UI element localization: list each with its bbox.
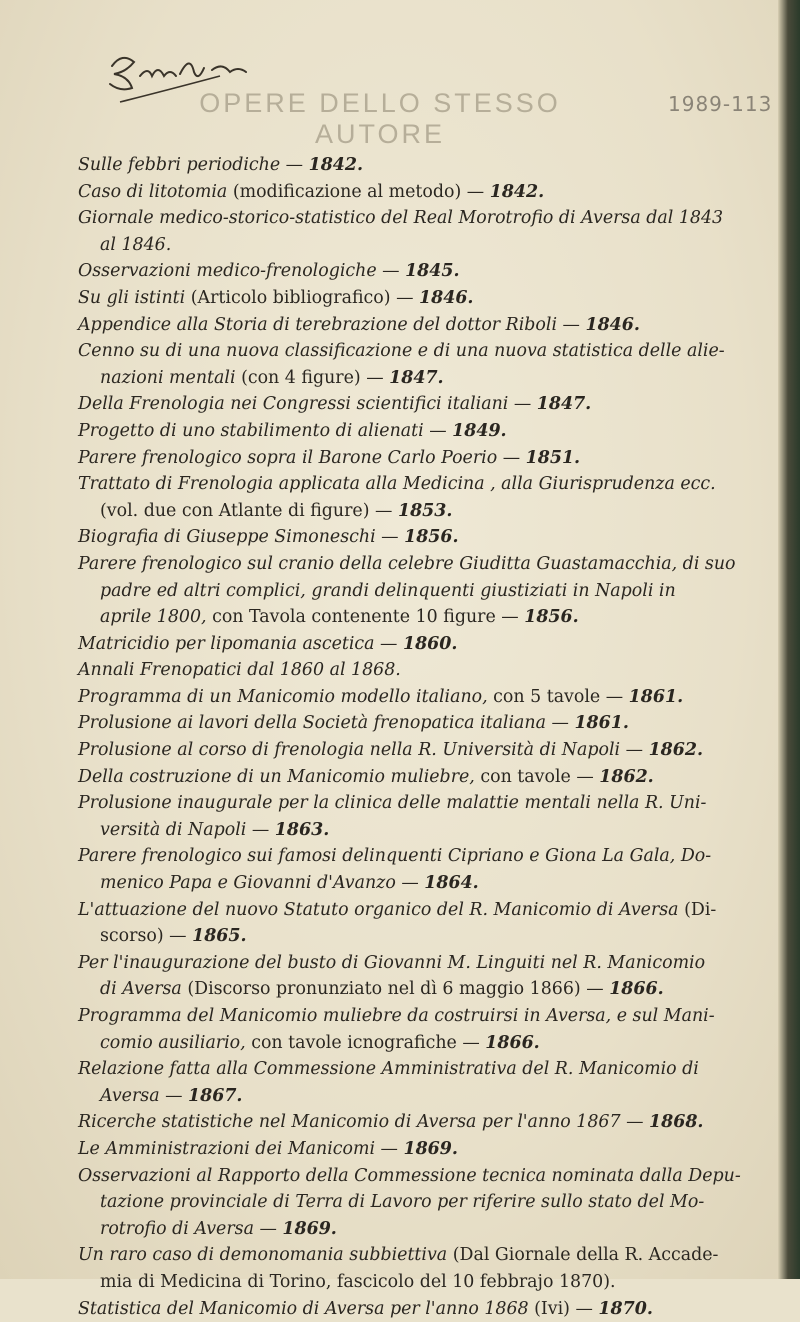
work-title: Le Amministrazioni dei Manicomi <box>78 1138 376 1159</box>
work-entry: Matricidio per lipomania ascetica — 1860. <box>78 633 458 654</box>
work-entry: Parere frenologico sopra il Barone Carlo Poerio — 1851. <box>78 447 581 468</box>
work-year: 1847. <box>536 394 592 415</box>
work-year: 1849. <box>452 420 507 441</box>
work-year: 1851. <box>525 447 581 468</box>
work-title: Prolusione ai lavori della Società frenopatica italiana <box>78 713 546 734</box>
work-wrap2: aprile 1800, <box>100 607 207 628</box>
work-year: 1861. <box>574 713 629 734</box>
work-entry: Della Frenologia nei Congressi scientifici italiani — 1847. <box>78 394 592 415</box>
work-wrap: versità di Napoli <box>100 819 247 840</box>
work-title: L'attuazione del nuovo Statuto organico del R. Manicomio di Aversa <box>78 899 679 920</box>
work-year: 1856. <box>404 527 459 548</box>
work-entry: Statistica del Manicomio di Aversa per l'anno 1868 (Ivi) — 1870. <box>78 1298 653 1319</box>
work-title: Parere frenologico sui famosi delinquenti Cipriano e Giona La Gala, Do- <box>78 846 712 867</box>
work-note: (Ivi) <box>534 1298 570 1319</box>
work-entry: Caso di litotomia (modificazione al metodo) — 1842. <box>78 181 545 202</box>
work-year: 1867. <box>188 1085 243 1106</box>
work-title: Biografia di Giuseppe Simoneschi <box>78 527 376 548</box>
work-entry: Progetto di uno stabilimento di alienati — 1849. <box>78 420 507 441</box>
work-year: 1868. <box>649 1112 704 1133</box>
page-edge <box>778 0 800 1279</box>
work-title: Progetto di uno stabilimento di alienati <box>78 420 424 441</box>
work-entry: L'attuazione del nuovo Statuto organico del R. Manicomio di Aversa (Di- scorso) — 1865. <box>78 899 717 947</box>
work-title: Programma del Manicomio muliebre da costruirsi in Aversa, e sul Mani- <box>78 1006 715 1026</box>
work-note: (modificazione al metodo) <box>232 181 462 202</box>
work-title: Per l'inaugurazione del busto di Giovanni M. Linguiti nel R. Manicomio <box>78 952 706 973</box>
page-header: OPERE DELLO STESSO AUTORE <box>199 88 561 149</box>
work-entry: Cenno su di una nuova classificazione e di una nuova statistica delle alie- nazioni mentali (con 4 figure) — 1847. <box>78 341 725 388</box>
work-entry: Relazione fatta alla Commessione Amministrativa del R. Manicomio di Aversa — 1867. <box>78 1059 699 1106</box>
work-note: con 5 tavole <box>493 686 601 707</box>
work-year: 1866. <box>485 1032 540 1053</box>
work-entry: Biografia di Giuseppe Simoneschi — 1856. <box>78 527 459 548</box>
work-title: Caso di litotomia <box>78 181 228 202</box>
work-entry: Della costruzione di un Manicomio muliebre, con tavole — 1862. <box>78 766 654 787</box>
work-wrap: al 1846. <box>100 234 172 255</box>
work-note: (con 4 figure) <box>241 367 361 388</box>
work-year: 1842. <box>489 181 545 202</box>
work-title: Statistica del Manicomio di Aversa per l'anno 1868 <box>78 1298 529 1319</box>
work-wrap: tazione provinciale di Terra di Lavoro per riferire sullo stato del Mo- <box>100 1192 705 1213</box>
work-year: 1862. <box>599 766 654 787</box>
work-title: Osservazioni al Rapporto della Commessione tecnica nominata dalla Depu- <box>78 1165 741 1186</box>
work-entry: Su gli istinti (Articolo bibliografico) — 1846. <box>78 287 474 308</box>
work-note_inline: (Di- <box>684 899 717 920</box>
work-year: 1870. <box>598 1298 653 1319</box>
works-list <box>78 152 768 1322</box>
work-year: 1853. <box>397 500 453 521</box>
work-title: Ricerche statistiche nel Manicomio di Aversa per l'anno 1867 <box>78 1112 621 1133</box>
work-year: 1869. <box>282 1218 337 1239</box>
work-wrap_note: mia di Medicina di Torino, fascicolo del 10 febbrajo 1870). <box>100 1271 616 1292</box>
work-year: 1842. <box>308 155 364 175</box>
work-title: Sulle febbri periodiche <box>78 155 281 175</box>
work-entry <box>78 1242 768 1295</box>
work-year: 1845. <box>405 261 460 282</box>
work-title: Cenno su di una nuova classificazione e di una nuova statistica delle alie- <box>78 341 725 362</box>
work-year: 1865. <box>192 926 247 947</box>
work-year: 1846. <box>585 314 640 335</box>
work-note: con tavole <box>480 766 571 787</box>
work-note: con Tavola contenente 10 figure <box>212 607 496 628</box>
work-wrap: menico Papa e Giovanni d'Avanzo <box>100 873 396 894</box>
work-entry: Le Amministrazioni dei Manicomi — 1869. <box>78 1138 458 1159</box>
work-title: Annali Frenopatici dal 1860 al 1868. <box>78 660 401 681</box>
work-entry: Per l'inaugurazione del busto di Giovanni M. Linguiti nel R. Manicomio di Aversa (Discorso pronunziato nel dì 6 maggio 1866) — 1866. <box>78 952 706 1000</box>
work-title: Della costruzione di un Manicomio muliebre, <box>78 766 475 787</box>
work-wrap: padre ed altri complici, grandi delinquenti giustiziati in Napoli in <box>100 580 676 601</box>
work-title: Programma di un Manicomio modello italiano, <box>78 686 488 707</box>
work-entry: Programma di un Manicomio modello italiano, con 5 tavole — 1861. <box>78 686 684 707</box>
work-wrap2: rotrofio di Aversa <box>100 1218 254 1239</box>
work-entry: Osservazioni medico-frenologiche — 1845. <box>78 261 460 282</box>
work-wrap: nazioni mentali <box>100 367 236 388</box>
work-title: Prolusione inaugurale per la clinica delle malattie mentali nella R. Uni- <box>78 793 707 814</box>
work-entry: Prolusione ai lavori della Società frenopatica italiana — 1861. <box>78 713 629 734</box>
work-entry: Prolusione al corso di frenologia nella R. Università di Napoli — 1862. <box>78 740 704 761</box>
work-wrap: Aversa <box>100 1085 160 1106</box>
work-title: Su gli istinti <box>78 287 186 308</box>
work-title: Matricidio per lipomania ascetica <box>78 633 375 654</box>
work-year: 1864. <box>424 873 479 894</box>
work-wrap_note: scorso) <box>100 926 164 947</box>
work-note: (Articolo bibliografico) <box>190 287 391 308</box>
work-note: con tavole icnografiche <box>251 1032 457 1053</box>
work-title: Un raro caso di demonomania subbiettiva <box>78 1245 448 1266</box>
work-entry: Sulle febbri periodiche — 1842. <box>78 155 364 175</box>
work-entry: Appendice alla Storia di terebrazione del dottor Riboli — 1846. <box>78 314 640 335</box>
work-title: Giornale medico-storico-statistico del Real Morotrofio di Aversa dal 1843 <box>78 208 724 229</box>
work-entry <box>78 205 768 258</box>
work-year: 1846. <box>419 287 474 308</box>
work-title: Trattato di Frenologia applicata alla Medicina , alla Giurisprudenza ecc. <box>78 474 716 495</box>
work-wrap: comio ausiliario, <box>100 1032 246 1053</box>
work-title: Appendice alla Storia di terebrazione del dottor Riboli <box>78 314 558 335</box>
work-title: Osservazioni medico-frenologiche <box>78 261 377 282</box>
work-entry: Parere frenologico sul cranio della celebre Giuditta Guastamacchia, di suo padre ed altri complici, grandi delinquenti giustiziati in Napoli in aprile 1800, con Tavola contenente 10 figure — 1856. <box>78 553 736 628</box>
work-wrap_note: (vol. due con Atlante di figure) <box>100 500 370 521</box>
work-entry: Programma del Manicomio muliebre da costruirsi in Aversa, e sul Mani- comio ausiliario, con tavole icnografiche — 1866. <box>78 1006 715 1053</box>
catalog-note: 1989-113 <box>668 92 773 116</box>
work-title: Relazione fatta alla Commessione Amministrativa del R. Manicomio di <box>78 1059 699 1080</box>
work-entry: Trattato di Frenologia applicata alla Medicina , alla Giurisprudenza ecc. (vol. due con Atlante di figure) — 1853. <box>78 474 716 521</box>
work-entry: Prolusione inaugurale per la clinica delle malattie mentali nella R. Uni- versità di Napoli — 1863. <box>78 793 707 840</box>
work-note: (Discorso pronunziato nel dì 6 maggio 1866) <box>187 979 581 1000</box>
work-entry <box>78 657 768 684</box>
work-year: 1866. <box>609 979 664 1000</box>
work-entry: Osservazioni al Rapporto della Commessione tecnica nominata dalla Depu- tazione provinciale di Terra di Lavoro per riferire sullo stato del Mo- rotrofio di Aversa — 1869. <box>78 1165 741 1239</box>
work-title: Della Frenologia nei Congressi scientifici italiani <box>78 394 509 415</box>
work-wrap: di Aversa <box>100 979 182 1000</box>
work-title: Parere frenologico sul cranio della celebre Giuditta Guastamacchia, di suo <box>78 553 736 574</box>
work-year: 1863. <box>274 819 330 840</box>
work-year: 1856. <box>524 607 579 628</box>
work-year: 1847. <box>389 367 444 388</box>
work-title: Parere frenologico sopra il Barone Carlo Poerio <box>78 447 498 468</box>
work-year: 1869. <box>403 1138 458 1159</box>
work-entry: Parere frenologico sui famosi delinquenti Cipriano e Giona La Gala, Do- menico Papa e Giovanni d'Avanzo — 1864. <box>78 846 712 894</box>
work-year: 1861. <box>628 686 684 707</box>
work-entry: Ricerche statistiche nel Manicomio di Aversa per l'anno 1867 — 1868. <box>78 1112 704 1133</box>
work-note_inline: (Dal Giornale della R. Accade- <box>452 1245 719 1266</box>
work-year: 1862. <box>648 740 704 761</box>
work-title: Prolusione al corso di frenologia nella R. Università di Napoli <box>78 740 621 761</box>
work-year: 1860. <box>402 633 458 654</box>
